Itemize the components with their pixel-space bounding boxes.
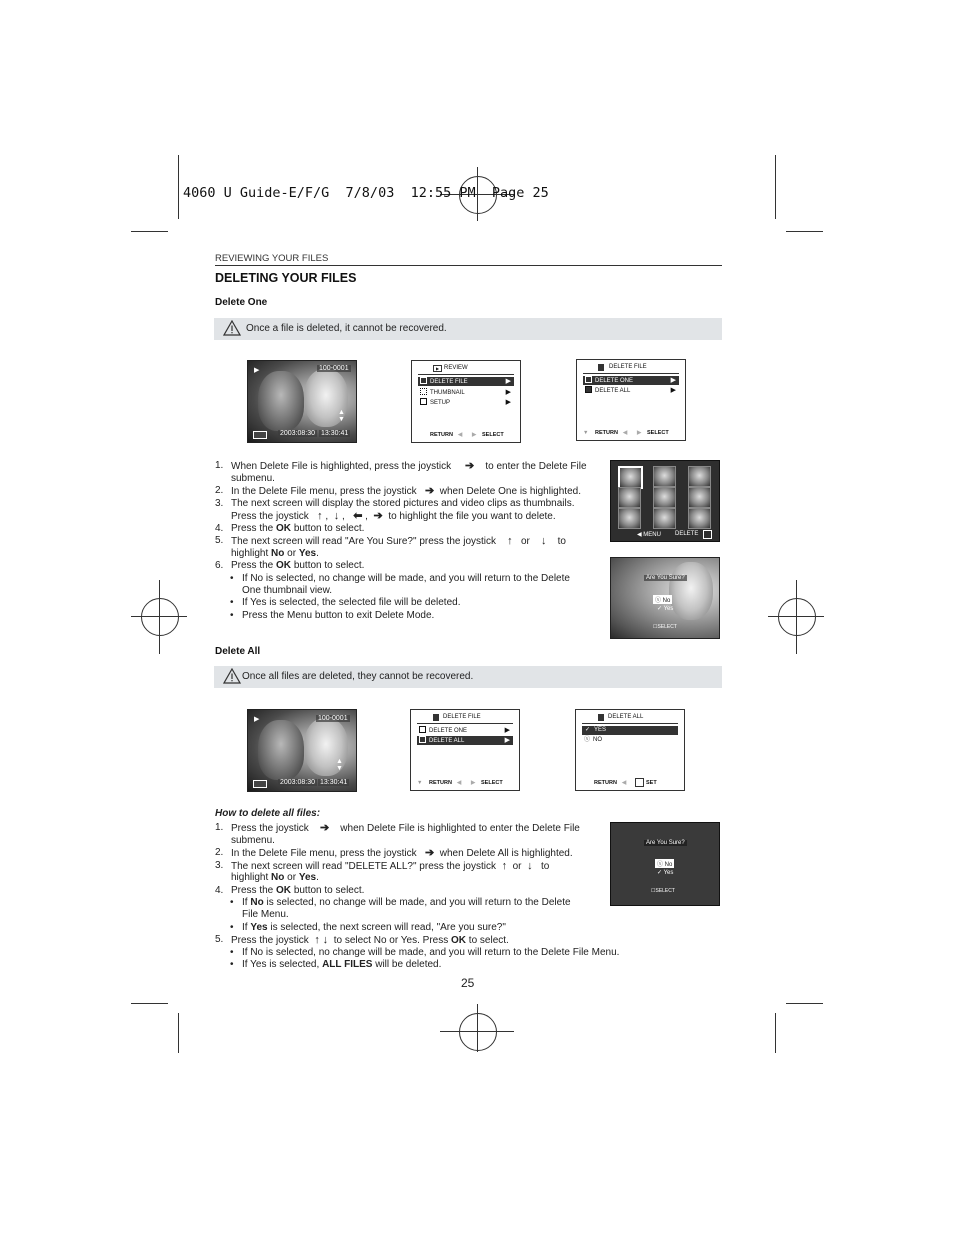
menu-item-thumbnail: THUMBNAIL ▶	[418, 388, 514, 397]
menu-item-setup: SETUP ▶	[418, 398, 514, 407]
right-arrow-icon: ➔	[424, 847, 435, 859]
bullet-item: • Press the Menu button to exit Delete Mode.	[242, 610, 434, 621]
registration-mark	[159, 580, 160, 654]
up-arrow-icon: ↑	[507, 535, 513, 547]
crop-mark	[131, 1003, 168, 1004]
right-arrow-icon: ➔	[424, 485, 435, 497]
delete-all-menu-screen: DELETE ALL ✓ YES ⓧ NO RETURN ◀ SET	[575, 709, 685, 791]
down-arrow-icon: ↓	[333, 510, 340, 522]
crop-mark	[786, 231, 823, 232]
how-to-heading: How to delete all files:	[215, 808, 321, 819]
delete-all-steps: 1. Press the joystick ➔ when Delete File is highlighted to enter the Delete File submenu. 2. In the Delete File menu, press the joystick ➔ when Delete All is highlighted. 3. The next screen will read "DELETE ALL?" press the joystick ↑ or ↓ to highlight No or Yes. 4. Press the OK button to select.	[215, 822, 580, 896]
camera-photo-screen: ▶ 100-0001 ▲ ▼ 2003:08:30 13:30:41	[247, 709, 357, 792]
bullet-continuation: File Menu.	[242, 909, 289, 920]
page-number: 25	[461, 976, 475, 990]
print-slug: 4060 U Guide-E/F/G 7/8/03 12:55 PM Page 25	[183, 185, 549, 201]
menu-item-no: ⓧ NO	[584, 737, 603, 743]
menu-item-yes: ✓ YES	[582, 726, 678, 735]
menu-item-delete-one: DELETE ONE ▶	[583, 376, 679, 385]
menu-item-delete-file: DELETE FILE ▶	[418, 377, 514, 386]
ok-icon	[635, 778, 644, 787]
right-arrow-icon: ➔	[465, 460, 475, 472]
crop-mark	[775, 1013, 776, 1053]
registration-mark	[477, 1004, 478, 1052]
delete-all-warning: Once all files are deleted, they cannot be recovered.	[214, 666, 722, 688]
play-icon: ▶	[254, 367, 260, 374]
are-you-sure-screen: Are You Sure? ⓧ No ✓ Yes ☐SELECT	[610, 557, 720, 639]
delete-one-warning: Once a file is deleted, it cannot be recovered.	[214, 318, 722, 340]
play-icon: ▶	[254, 716, 260, 723]
registration-mark	[459, 1013, 497, 1051]
delete-all-step-5: 5. Press the joystick ↑ ↓ to select No or Yes. Press OK to select.	[215, 934, 509, 946]
section-header: REVIEWING YOUR FILES	[215, 253, 329, 264]
joystick-icon: ▲ ▼	[336, 758, 343, 772]
trash-icon	[598, 364, 604, 371]
trash-icon	[433, 714, 439, 721]
right-arrow-icon: ➔	[373, 510, 383, 522]
crop-mark	[775, 155, 776, 219]
crop-mark	[131, 231, 168, 232]
menu-item-delete-one: DELETE ONE ▶	[417, 726, 513, 735]
joystick-icon: ▲ ▼	[338, 409, 345, 423]
review-menu-screen: ▶ REVIEW DELETE FILE ▶ THUMBNAIL ▶ SETUP ▶ RETURN ◀ ▶ SELECT	[411, 360, 521, 443]
thumbnail-screen: ◀ MENU DELETE	[610, 460, 720, 542]
delete-all-heading: Delete All	[215, 646, 261, 657]
up-arrow-icon: ↑	[501, 859, 508, 872]
page-title: DELETING YOUR FILES	[215, 271, 357, 285]
camera-photo-screen: ▶ 100-0001 ▲ ▼ 2003:08:30 13:30:41	[247, 360, 357, 443]
are-you-sure-screen: Are You Sure? ⓧ No ✓ Yes ☐SELECT	[610, 822, 720, 906]
delete-file-menu-screen: DELETE FILE DELETE ONE ▶ DELETE ALL ▶ ▼ RETURN ◀ ▶ SELECT	[410, 709, 520, 791]
crop-mark	[178, 155, 179, 219]
menu-item-delete-all: DELETE ALL ▶	[583, 386, 679, 395]
bullet-item: • If No is selected, no change will be made, and you will return to the Delete File Menu.	[242, 947, 619, 958]
up-arrow-icon: ↑	[314, 934, 320, 946]
battery-icon	[253, 780, 267, 788]
bullet-item: • If Yes is selected, the next screen will read, "Are you sure?"	[242, 922, 506, 933]
left-arrow-icon: ⬅	[353, 510, 363, 522]
up-arrow-icon: ↑	[317, 510, 323, 522]
down-arrow-icon: ↓	[322, 934, 329, 946]
bullet-item: • If No is selected, no change will be made, and you will return to the Delete	[242, 897, 571, 908]
trash-icon	[598, 714, 604, 721]
delete-file-menu-screen: DELETE FILE DELETE ONE ▶ DELETE ALL ▶ ▼ RETURN ◀ ▶ SELECT	[576, 359, 686, 441]
down-arrow-icon: ↓	[541, 535, 547, 547]
warning-icon	[223, 668, 241, 684]
delete-one-steps: 1. When Delete File is highlighted, press the joystick ➔ to enter the Delete File submenu. 2. In the Delete File menu, press the joystick ➔ when Delete One is highlighted. 3. The next screen will display the stored pictures and video clips as thumbnails. Press the joystick ↑ , ↓ , ⬅ , ➔ to highlight the file you want to delete. 4. Press the OK button to select. 5. The next screen will read "Are You Sure?" press the joystick ↑ or ↓ to highlight No or Yes. 6. Press the OK button to select.	[215, 460, 587, 571]
down-arrow-icon: ↓	[527, 859, 533, 872]
warning-icon	[223, 320, 241, 336]
right-arrow-icon: ➔	[319, 822, 330, 834]
registration-mark	[796, 580, 797, 654]
battery-icon	[253, 431, 267, 439]
header-rule	[215, 265, 722, 266]
registration-mark	[778, 598, 816, 636]
crop-mark	[178, 1013, 179, 1053]
bullet-item: • If No is selected, no change will be made, and you will return to the Delete	[242, 573, 570, 584]
crop-mark	[786, 1003, 823, 1004]
review-icon: ▶	[433, 365, 442, 372]
menu-item-delete-all: DELETE ALL ▶	[417, 736, 513, 745]
bullet-item: • If Yes is selected, the selected file will be deleted.	[242, 597, 460, 608]
ok-icon	[703, 530, 712, 539]
bullet-item: • If Yes is selected, ALL FILES will be deleted.	[242, 959, 441, 970]
bullet-continuation: One thumbnail view.	[242, 585, 333, 596]
registration-mark	[141, 598, 179, 636]
delete-one-heading: Delete One	[215, 297, 268, 308]
